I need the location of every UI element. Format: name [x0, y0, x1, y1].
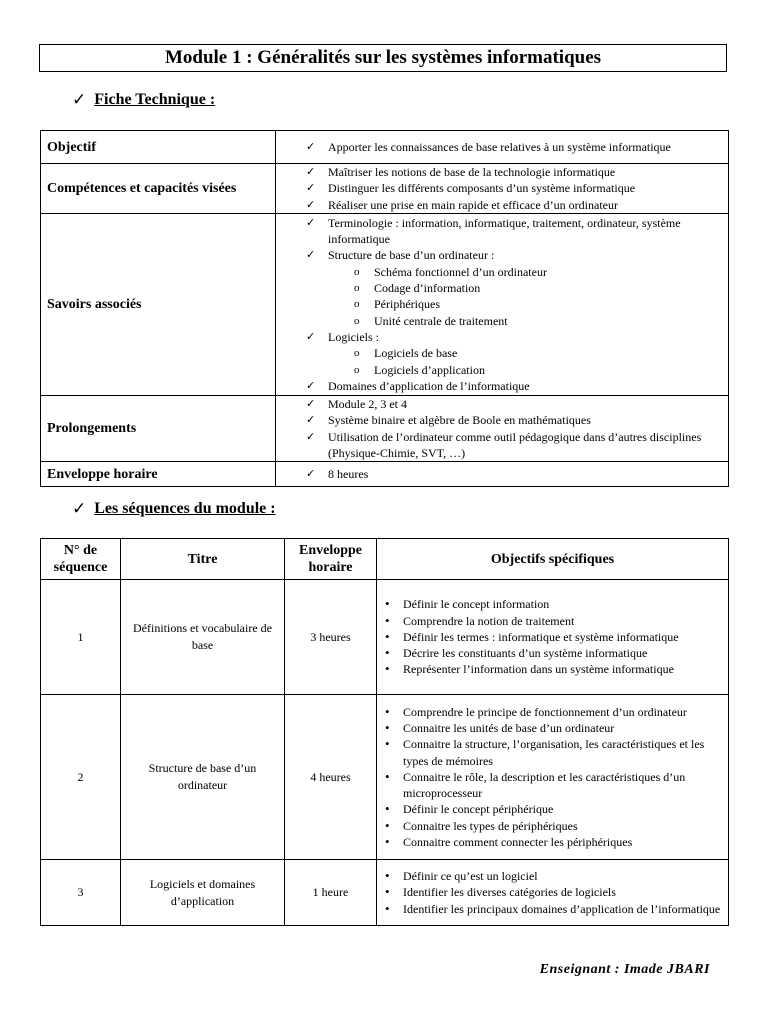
- header-objectifs: Objectifs spécifiques: [377, 539, 729, 580]
- table-row: [41, 860, 729, 926]
- fiche-table: [40, 130, 729, 487]
- module-title: Module 1 : Généralités sur les systèmes informatiques: [39, 44, 727, 72]
- fiche-heading-text: Fiche Technique :: [94, 91, 216, 108]
- fiche-content: [276, 164, 729, 214]
- sub-list-item: o Schéma fonctionnel d’un ordinateur: [328, 264, 724, 280]
- header-num: N° de séquence: [41, 539, 121, 580]
- sequence-title: Structure de base d’un ordinateur: [121, 695, 285, 860]
- list-item: • Décrire les constituants d’un système informatique: [377, 645, 724, 661]
- sequence-num: 1: [41, 580, 121, 695]
- list-item: • Définir le concept périphérique: [377, 801, 724, 817]
- table-row: [41, 580, 729, 695]
- list-item: ✓ Maîtriser les notions de base de la technologie informatique: [276, 164, 724, 180]
- fiche-label: Compétences et capacités visées: [41, 164, 276, 214]
- sequence-hours: 4 heures: [285, 695, 377, 860]
- list-item: [276, 329, 724, 378]
- list-item: ✓ Module 2, 3 et 4: [276, 396, 724, 412]
- list-item: • Comprendre la notion de traitement: [377, 613, 724, 629]
- sub-list-item: o Logiciels de base: [328, 345, 724, 361]
- sequence-objectives: [377, 860, 729, 926]
- list-item: • Connaitre la structure, l’organisation, les caractéristiques et les types de mémoires: [377, 736, 724, 769]
- table-row: [41, 695, 729, 860]
- header-enveloppe: Enveloppe horaire: [285, 539, 377, 580]
- sequence-num: 2: [41, 695, 121, 860]
- list-item: • Définir le concept information: [377, 596, 724, 612]
- sub-list-item: o Logiciels d’application: [328, 362, 724, 378]
- list-item: • Définir les termes : informatique et système informatique: [377, 629, 724, 645]
- sequence-hours: 3 heures: [285, 580, 377, 695]
- list-item: • Représenter l’information dans un système informatique: [377, 661, 724, 677]
- list-item: ✓ Système binaire et algèbre de Boole en mathématiques: [276, 412, 724, 428]
- header-titre: Titre: [121, 539, 285, 580]
- fiche-row-savoirs: [41, 214, 729, 396]
- sequences-heading: [72, 499, 276, 519]
- fiche-content: [276, 462, 729, 487]
- list-item: ✓ Apporter les connaissances de base relatives à un système informatique: [276, 139, 724, 155]
- sequence-hours: 1 heure: [285, 860, 377, 926]
- list-item: ✓ Domaines d’application de l’informatique: [276, 378, 724, 394]
- fiche-label: Savoirs associés: [41, 214, 276, 396]
- list-item: • Connaitre comment connecter les périphériques: [377, 834, 724, 850]
- fiche-content: [276, 214, 729, 396]
- list-item: • Identifier les principaux domaines d’application de l’informatique: [377, 901, 724, 917]
- list-item: ✓ 8 heures: [276, 466, 724, 482]
- sequence-objectives: [377, 580, 729, 695]
- fiche-heading: [72, 90, 215, 110]
- fiche-label: Objectif: [41, 131, 276, 164]
- list-item-text: Structure de base d’un ordinateur :: [328, 248, 495, 263]
- list-item: ✓ Terminologie : information, informatique, traitement, ordinateur, système informatique: [276, 215, 724, 248]
- list-item: • Comprendre le principe de fonctionnement d’un ordinateur: [377, 704, 724, 720]
- list-item: • Identifier les diverses catégories de logiciels: [377, 884, 724, 900]
- list-item: • Connaitre le rôle, la description et les caractéristiques d’un microprocesseur: [377, 769, 724, 802]
- fiche-label: Enveloppe horaire: [41, 462, 276, 487]
- sequence-num: 3: [41, 860, 121, 926]
- list-item: ✓ Réaliser une prise en main rapide et efficace d’un ordinateur: [276, 197, 724, 213]
- fiche-content: [276, 396, 729, 462]
- sub-list-item: o Unité centrale de traitement: [328, 313, 724, 329]
- fiche-row-prolongements: [41, 396, 729, 462]
- sequence-objectives: [377, 695, 729, 860]
- sequence-title: Logiciels et domaines d’application: [121, 860, 285, 926]
- sequences-heading-text: Les séquences du module :: [94, 500, 276, 517]
- list-item: ✓ Distinguer les différents composants d’un système informatique: [276, 180, 724, 196]
- list-item: [276, 247, 724, 328]
- list-item: • Définir ce qu’est un logiciel: [377, 868, 724, 884]
- sequences-table: [40, 538, 729, 926]
- list-item: ✓ Utilisation de l’ordinateur comme outil pédagogique dans d’autres disciplines (Physique-Chimie, SVT, …): [276, 429, 724, 462]
- fiche-row-objectif: [41, 131, 729, 164]
- check-icon: ✓: [72, 90, 87, 109]
- fiche-content: [276, 131, 729, 164]
- sequence-title: Définitions et vocabulaire de base: [121, 580, 285, 695]
- list-item-text: Logiciels :: [328, 329, 379, 344]
- check-icon: ✓: [72, 499, 87, 518]
- fiche-row-enveloppe: [41, 462, 729, 487]
- list-item: • Connaitre les unités de base d’un ordinateur: [377, 720, 724, 736]
- sub-list-item: o Périphériques: [328, 296, 724, 312]
- fiche-row-competences: [41, 164, 729, 214]
- table-header-row: [41, 539, 729, 580]
- sub-list-item: o Codage d’information: [328, 280, 724, 296]
- teacher-signature: Enseignant : Imade JBARI: [539, 962, 710, 977]
- fiche-label: Prolongements: [41, 396, 276, 462]
- list-item: • Connaitre les types de périphériques: [377, 818, 724, 834]
